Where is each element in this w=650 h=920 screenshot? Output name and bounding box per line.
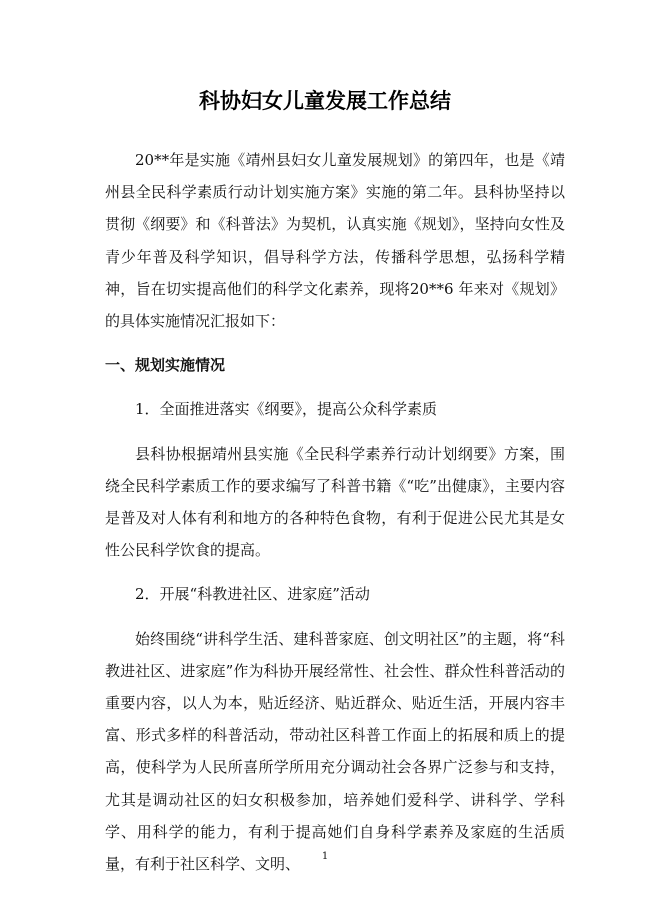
- document-title: 科协妇女儿童发展工作总结: [199, 89, 451, 113]
- section-heading-plan-implementation: 一、规划实施情况: [105, 356, 226, 375]
- subsection-paragraph-1: 县科协根据靖州县实施《全民科学素养行动计划纲要》方案，围绕全民科学素质工作的要求编写了科普书籍《“吃”出健康》，主要内容是普及对人体有利和地方的各种特色食物，有利于促进公民尤其是女性公民科学饮食的提高。: [105, 444, 565, 560]
- page-number: 1: [321, 851, 329, 862]
- subsection-paragraph-2: 始终围绕“讲科学生活、建科普家庭、创文明社区”的主题，将“科教进社区、进家庭”作为科协开展经常性、社会性、群众性科普活动的重要内容，以人为本，贴近经济、贴近群众、贴近生活，开展内容丰富、形式多样的科普活动，带动社区科普工作面上的拓展和质上的提高，使科学为人民所喜所学所用充分调动社会各界广泛参与和支持，尤其是调动社区的妇女积极参加，培养她们爱科学、讲科学、学科学、用科学的能力，有利于提高她们自身科学素养及家庭的生活质量，有利于社区科学、文明、: [105, 629, 565, 874]
- intro-paragraph: 20**年是实施《靖州县妇女儿童发展规划》的第四年，也是《靖州县全民科学素质行动计划实施方案》实施的第二年。县科协坚持以贯彻《纲要》和《科普法》为契机，认真实施《规划》，坚持向女性及青少年普及科学知识，倡导科学方法，传播科学思想，弘扬科学精神，旨在切实提高他们的科学文化素养，现将20**6 年来对《规划》的具体实施情况汇报如下：: [105, 151, 565, 331]
- subsection-heading-1: 1．全面推进落实《纲要》，提高公众科学素质: [135, 400, 438, 419]
- document-body: [105, 144, 565, 892]
- subsection-heading-2: 2．开展“科教进社区、进家庭”活动: [135, 585, 370, 604]
